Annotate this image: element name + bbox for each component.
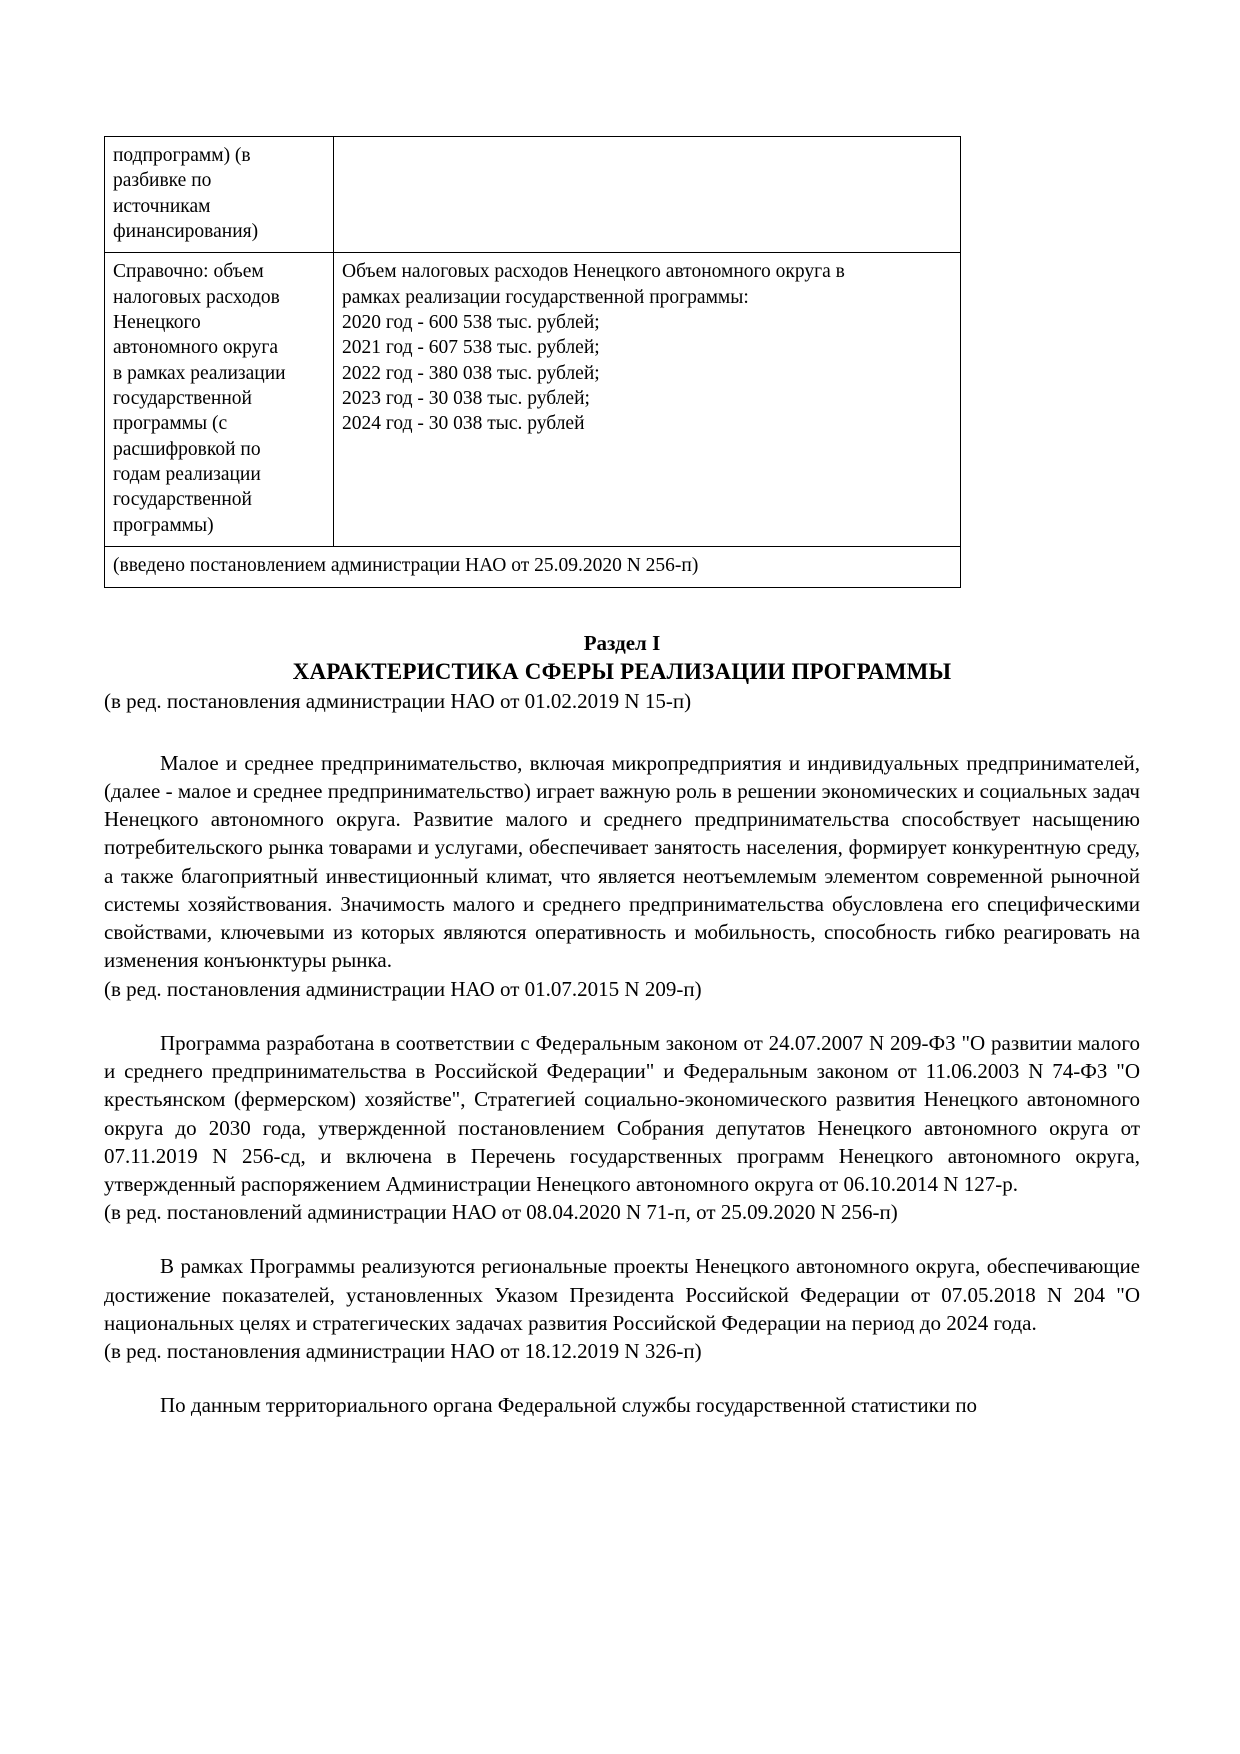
paragraph-2: Программа разработана в соответствии с Федеральным законом от 24.07.2007 N 209-ФЗ "О развитии малого и среднего предпринимательства в Российской Федерации" и Федеральным законом от 11.06.2003 N 74-ФЗ "О крестьянском (фермерском) хозяйстве", Стратегией социально-экономического развития Ненецкого автономного округа до 2030 года, утвержденной постановлением Собрания депутатов Ненецкого автономного округа от 07.11.2019 N 256-сд, и включена в Перечень государственных программ Ненецкого автономного округа, утвержденный распоряжением Администрации Ненецкого автономного округа от 06.10.2014 N 127-р. [104,1030,1140,1197]
table-cell-label [105,137,334,253]
cell-text-line: Объем налоговых расходов Ненецкого автономного округа в [342,261,845,283]
paragraph-4: По данным территориального органа Федеральной службы государственной статистики по [160,1393,978,1418]
paragraph-3-edit-note: (в ред. постановления администрации НАО от 18.12.2019 N 326-п) [104,1339,702,1364]
paragraph-3: В рамках Программы реализуются региональные проекты Ненецкого автономного округа, обеспечивающие достижение показателей, установленных Указом Президента Российской Федерации от 07.05.2018 N 204 "О национальных целях и стратегических задачах развития Российской Федерации на период до 2024 года. [104,1254,1140,1335]
cell-text-line: разбивке по [113,170,212,192]
cell-text-line: финансирования) [113,221,259,243]
paragraph-spacer [104,1226,1140,1252]
section-number: Раздел I [583,630,661,655]
cell-text-line: Ненецкого [113,312,201,334]
cell-text-line: источникам [113,195,211,217]
section-edit-note: (в ред. постановления администрации НАО от 01.02.2019 N 15-п) [104,688,692,713]
cell-text-line: 2023 год - 30 038 тыс. рублей; [342,388,590,410]
cell-text-line: 2022 год - 380 038 тыс. рублей; [342,362,600,384]
paragraph-spacer [104,723,1140,749]
cell-text-line: годам реализации [113,464,261,486]
cell-text-line: 2020 год - 600 538 тыс. рублей; [342,312,600,334]
table-cell-value [334,137,961,253]
page-content [104,136,1140,1420]
cell-text-line: расшифровкой по [113,438,261,460]
cell-text-line: автономного округа [113,337,278,359]
body-text-block [104,723,1140,1420]
cell-text-line: в рамках реализации [113,362,286,384]
paragraph-spacer [104,1003,1140,1029]
cell-text-line: 2024 год - 30 038 тыс. рублей [342,413,585,435]
table-body [105,137,961,588]
program-funding-table [104,136,961,588]
cell-text-line: рамках реализации государственной программы: [342,286,749,308]
cell-text-line: Справочно: объем [113,261,264,283]
paragraph-1-edit-note: (в ред. постановления администрации НАО от 01.07.2015 N 209-п) [104,976,702,1001]
table-cell-label [105,253,334,547]
table-row [105,137,961,253]
cell-text-line: 2021 год - 607 538 тыс. рублей; [342,337,600,359]
section-heading-block [104,630,1140,687]
page-title: ХАРАКТЕРИСТИКА СФЕРЫ РЕАЛИЗАЦИИ ПРОГРАММЫ [292,658,952,684]
cell-text-line: программы) [113,514,214,536]
cell-text-line: налоговых расходов [113,286,280,308]
cell-text-line: подпрограмм) (в [113,145,251,166]
paragraph-1: Малое и среднее предпринимательство, включая микропредприятия и индивидуальных предпринимателей, (далее - малое и среднее предпринимательство) играет важную роль в решении экономических и социальных задач Ненецкого автономного округа. Развитие малого и среднего предпринимательства способствует насыщению потребительского рынка товарами и услугами, обеспечивает занятость населения, формирует конкурентную среду, а также благоприятный инвестиционный климат, что является неотъемлемым элементом современной рыночной системы хозяйствования. Значимость малого и среднего предпринимательства обусловлена его специфическими свойствами, ключевыми из которых являются оперативность и мобильность, способность гибко реагировать на изменения конъюнктуры рынка. [104,750,1140,973]
table-footer-note: (введено постановлением администрации НАО от 25.09.2020 N 256-п) [105,547,961,587]
table-cell-value [334,253,961,547]
paragraph-spacer [104,1365,1140,1391]
cell-text-line: государственной [113,388,252,410]
cell-text-line: государственной [113,489,252,511]
table-row-footer [105,547,961,587]
table-row [105,253,961,547]
paragraph-2-edit-note: (в ред. постановлений администрации НАО от 08.04.2020 N 71-п, от 25.09.2020 N 256-п) [104,1200,898,1225]
cell-text-line: программы (с [113,413,228,435]
